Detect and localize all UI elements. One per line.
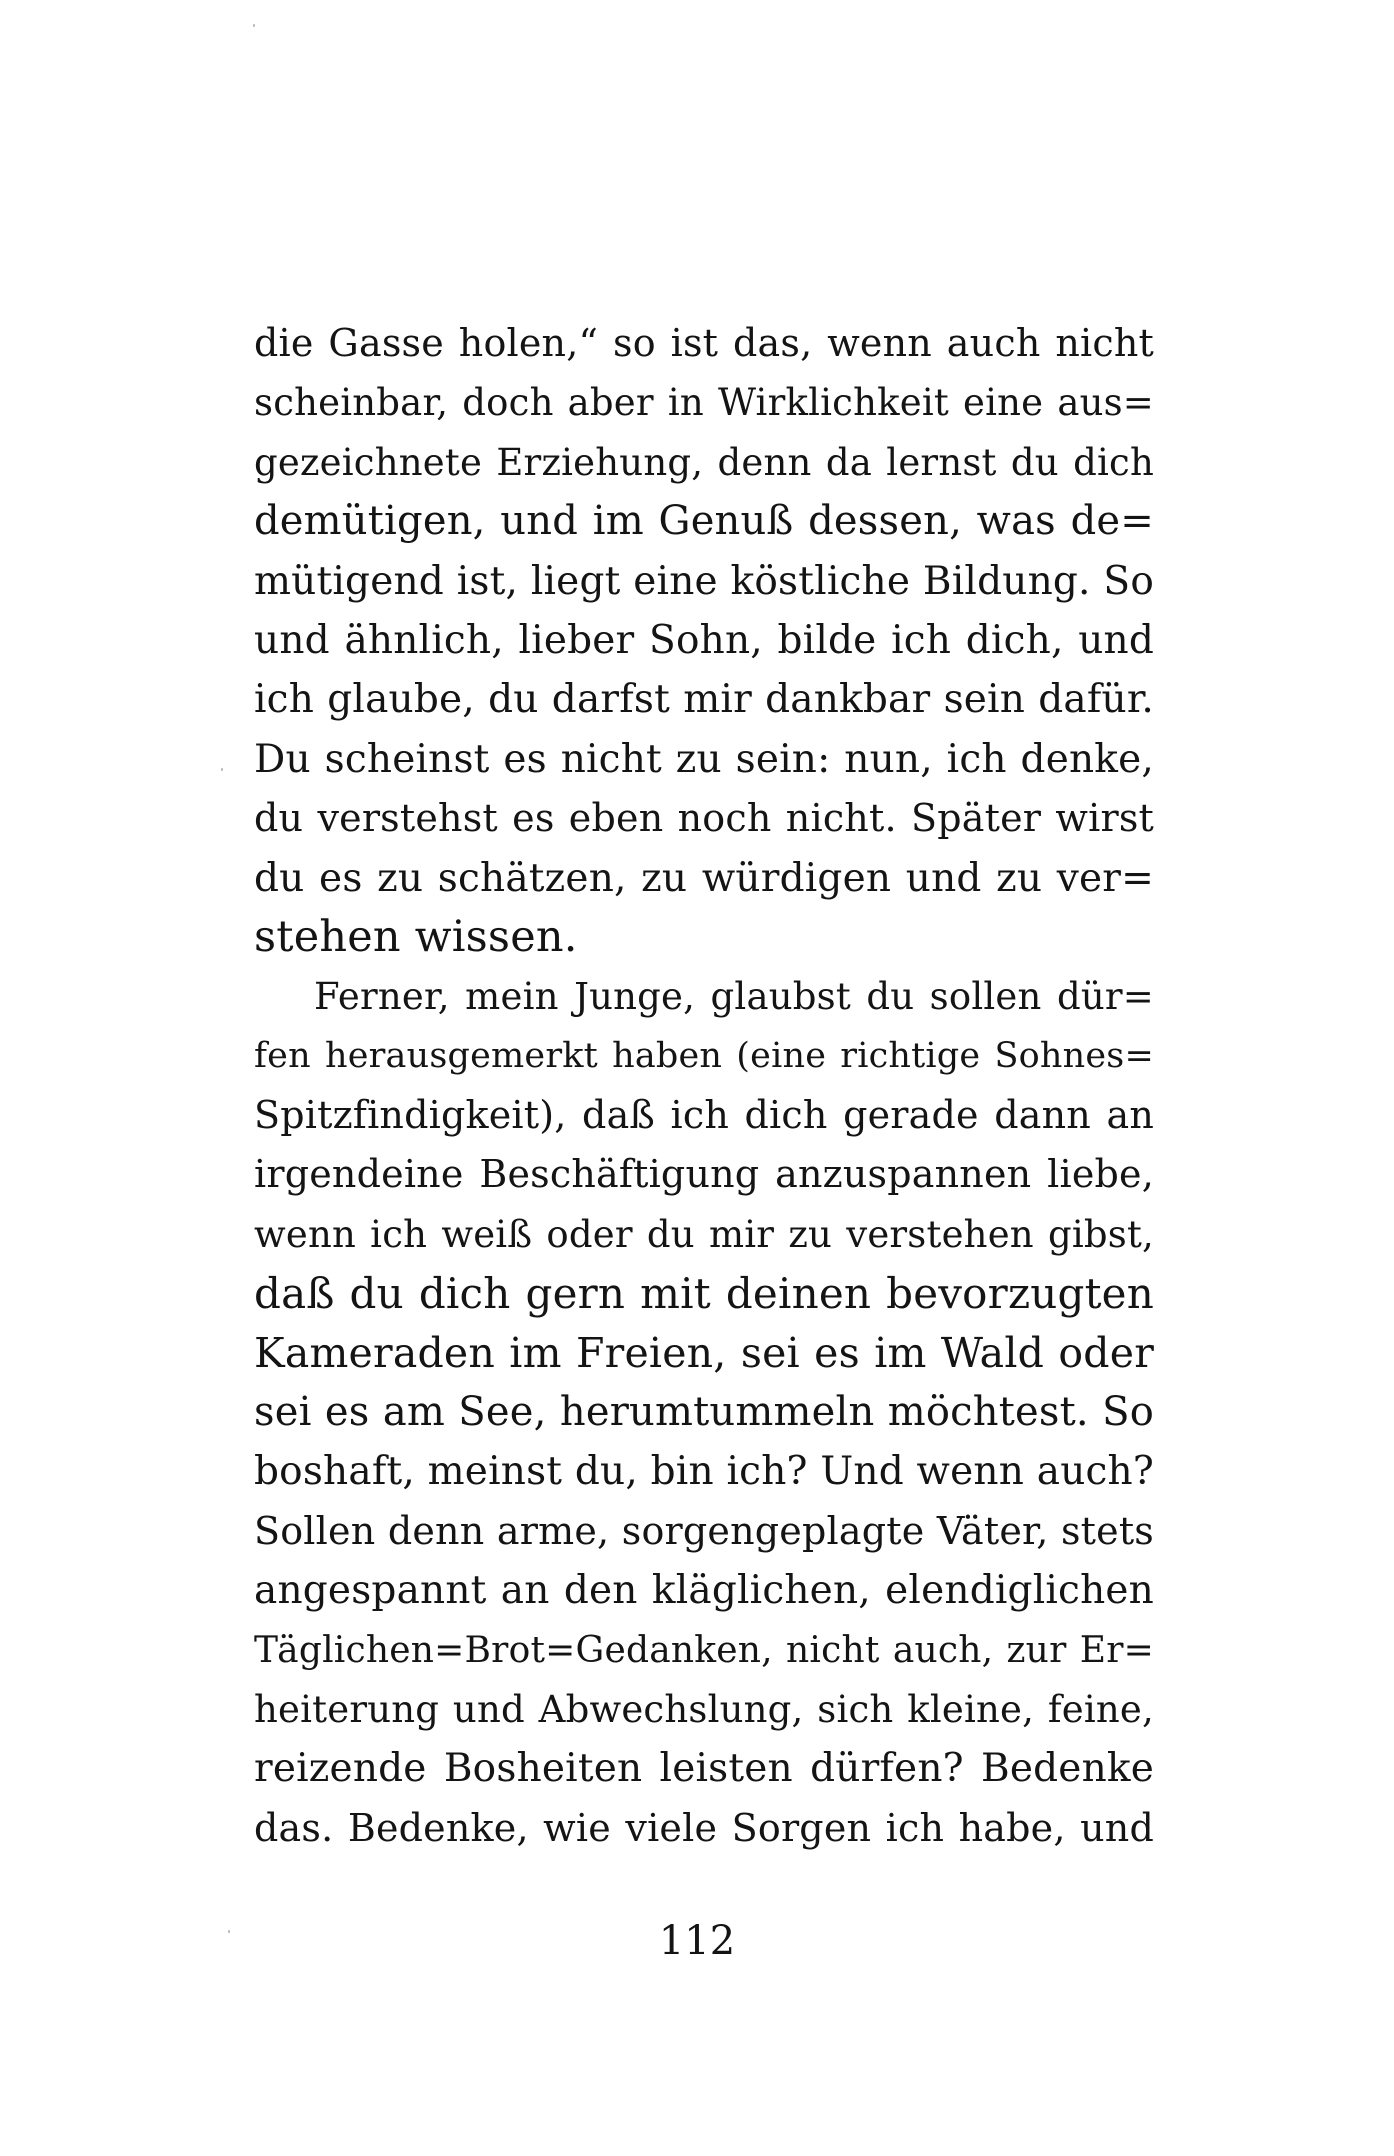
text-line: und ähnlich, lieber Sohn, bilde ich dich, und bbox=[254, 617, 1154, 663]
text-line: Ferner, mein Junge, glaubst du sollen dür= bbox=[314, 975, 1154, 1019]
text-line: Kameraden im Freien, sei es im Wald oder bbox=[254, 1328, 1154, 1377]
text-line: du es zu schätzen, zu würdigen und zu ver= bbox=[254, 855, 1154, 901]
text-line: boshaft, meinst du, bin ich? Und wenn auch? bbox=[254, 1449, 1154, 1495]
text-line: gezeichnete Erziehung, denn da lernst du dich bbox=[254, 440, 1154, 484]
text-line: Täglichen=Brot=Gedanken, nicht auch, zur Er= bbox=[254, 1629, 1154, 1671]
text-line: daß du dich gern mit deinen bevorzugten bbox=[254, 1269, 1154, 1319]
page-number: 112 bbox=[658, 1918, 736, 1964]
text-line: ich glaube, du darfst mir dankbar sein dafür. bbox=[254, 677, 1154, 723]
text-line: wenn ich weiß oder du mir zu verstehen gibst, bbox=[254, 1212, 1154, 1256]
text-line: das. Bedenke, wie viele Sorgen ich habe, und bbox=[254, 1805, 1154, 1850]
text-line: mütigend ist, liegt eine köstliche Bildung. So bbox=[254, 558, 1154, 604]
text-line: Du scheinst es nicht zu sein: nun, ich denke, bbox=[254, 736, 1154, 782]
text-line: Spitzfindigkeit), daß ich dich gerade dann an bbox=[254, 1093, 1154, 1138]
text-line: scheinbar, doch aber in Wirklichkeit eine aus= bbox=[254, 381, 1154, 425]
scan-speck bbox=[253, 24, 255, 27]
body-text bbox=[254, 314, 1154, 1858]
text-line: irgendeine Beschäftigung anzuspannen liebe, bbox=[254, 1152, 1154, 1197]
text-line: heiterung und Abwechslung, sich kleine, feine, bbox=[254, 1687, 1154, 1731]
text-line: angespannt an den kläglichen, elendiglichen bbox=[254, 1568, 1154, 1614]
text-line: du verstehst es eben noch nicht. Später wirst bbox=[254, 796, 1154, 841]
text-line: die Gasse holen,“ so ist das, wenn auch nicht bbox=[254, 321, 1154, 365]
scan-speck bbox=[221, 768, 223, 771]
text-line: sei es am See, herumtummeln möchtest. So bbox=[254, 1389, 1154, 1436]
text-line: Sollen denn arme, sorgengeplagte Väter, stets bbox=[254, 1508, 1154, 1553]
text-line: reizende Bosheiten leisten dürfen? Bedenke bbox=[254, 1746, 1154, 1792]
text-line: fen herausgemerkt haben (eine richtige Sohnes= bbox=[254, 1035, 1154, 1076]
text-line: stehen wissen. bbox=[254, 911, 578, 962]
text-line: demütigen, und im Genuß dessen, was de= bbox=[254, 498, 1154, 545]
